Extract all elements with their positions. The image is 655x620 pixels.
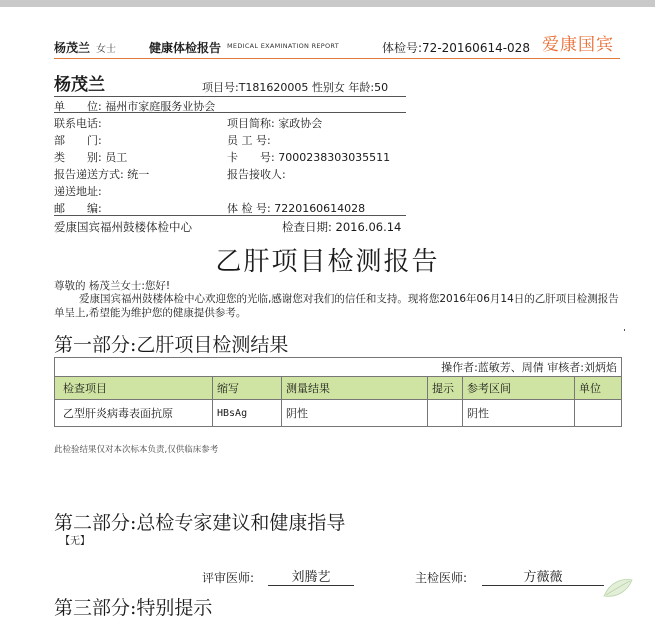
- patient-name: 杨茂兰: [54, 75, 105, 95]
- field-delivery-method: 报告递送方式: 统一: [54, 168, 150, 181]
- cell-abbr: HBsAg: [213, 400, 282, 427]
- col-hint: 提示: [428, 377, 463, 400]
- header-report-title-en: MEDICAL EXAMINATION REPORT: [227, 42, 340, 50]
- page-header: [54, 36, 620, 59]
- exam-date: 检查日期: 2016.06.14: [282, 220, 402, 234]
- results-table: [54, 357, 622, 427]
- field-unit: 单 位: 福州市家庭服务业协会: [54, 100, 216, 113]
- field-category: 类 别: 员工: [54, 151, 128, 164]
- part3-heading: 第三部分:特别提示: [54, 597, 213, 619]
- brand-logo-text: 爱康国宾: [542, 35, 614, 55]
- divider: [54, 96, 406, 97]
- greeting: 尊敬的 杨茂兰女士:您好!: [54, 280, 171, 292]
- field-employee-no: 员 工 号:: [227, 134, 271, 147]
- cell-unit: [575, 400, 622, 427]
- field-postcode: 邮 编:: [54, 202, 102, 215]
- header-report-title: 健康体检报告: [149, 41, 222, 55]
- part1-heading: 第一部分:乙肝项目检测结果: [54, 334, 289, 356]
- intro-paragraph: 爱康国宾福州鼓楼体检中心欢迎您的光临,感谢您对我们的信任和支持。现将您2016年06月14日的乙肝项目检测报告单呈上,希望能为维护您的健康提供参考。: [54, 293, 619, 319]
- cell-reference: 阴性: [463, 400, 575, 427]
- table-header-row: [55, 377, 622, 400]
- reviewer-label: 评审医师:: [202, 571, 255, 585]
- field-project-abbr: 项目简称: 家政协会: [227, 117, 323, 130]
- report-title: 乙肝项目检测报告: [215, 247, 440, 277]
- operators-row: [55, 358, 622, 377]
- field-department: 部 门:: [54, 134, 102, 147]
- patient-project-line: 项目号:T181620005 性别女 年龄:50: [202, 81, 389, 94]
- header-patient-name: 杨茂兰: [54, 41, 91, 55]
- table-row: [55, 400, 622, 427]
- top-scroll-bar: [0, 0, 655, 7]
- divider: [54, 215, 406, 216]
- header-gender: 女士: [96, 44, 116, 55]
- header-exam-number: 体检号:72-20160614-028: [382, 41, 530, 55]
- col-unit: 单位: [575, 377, 622, 400]
- disclaimer: 此检验结果仅对本次标本负责,仅供临床参考: [54, 445, 219, 455]
- divider: [54, 112, 406, 113]
- field-card-no: 卡 号: 7000238303035511: [227, 151, 391, 164]
- page-mark: [624, 329, 625, 331]
- exam-center: 爱康国宾福州鼓楼体检中心: [54, 220, 192, 234]
- advice-none: 【无】: [60, 536, 90, 547]
- chief-label: 主检医师:: [415, 571, 468, 585]
- leaf-logo-icon: [600, 574, 636, 604]
- col-result: 测量结果: [282, 377, 428, 400]
- cell-result: 阴性: [282, 400, 428, 427]
- col-item: 检查项目: [55, 377, 213, 400]
- operators-text: 操作者:蓝敏芳、周倩 审核者:刘炳焰: [55, 358, 622, 377]
- field-exam-no: 体 检 号: 7220160614028: [227, 202, 366, 215]
- field-address: 递送地址:: [54, 185, 102, 198]
- chief-signature: 方薇薇: [482, 566, 604, 586]
- field-phone: 联系电话:: [54, 117, 102, 130]
- col-abbr: 缩写: [213, 377, 282, 400]
- reviewer-signature: 刘腾艺: [268, 566, 354, 586]
- cell-item: 乙型肝炎病毒表面抗原: [55, 400, 213, 427]
- field-receiver: 报告接收人:: [227, 168, 286, 181]
- col-reference: 参考区间: [463, 377, 575, 400]
- part2-heading: 第二部分:总检专家建议和健康指导: [54, 512, 346, 534]
- cell-hint: [428, 400, 463, 427]
